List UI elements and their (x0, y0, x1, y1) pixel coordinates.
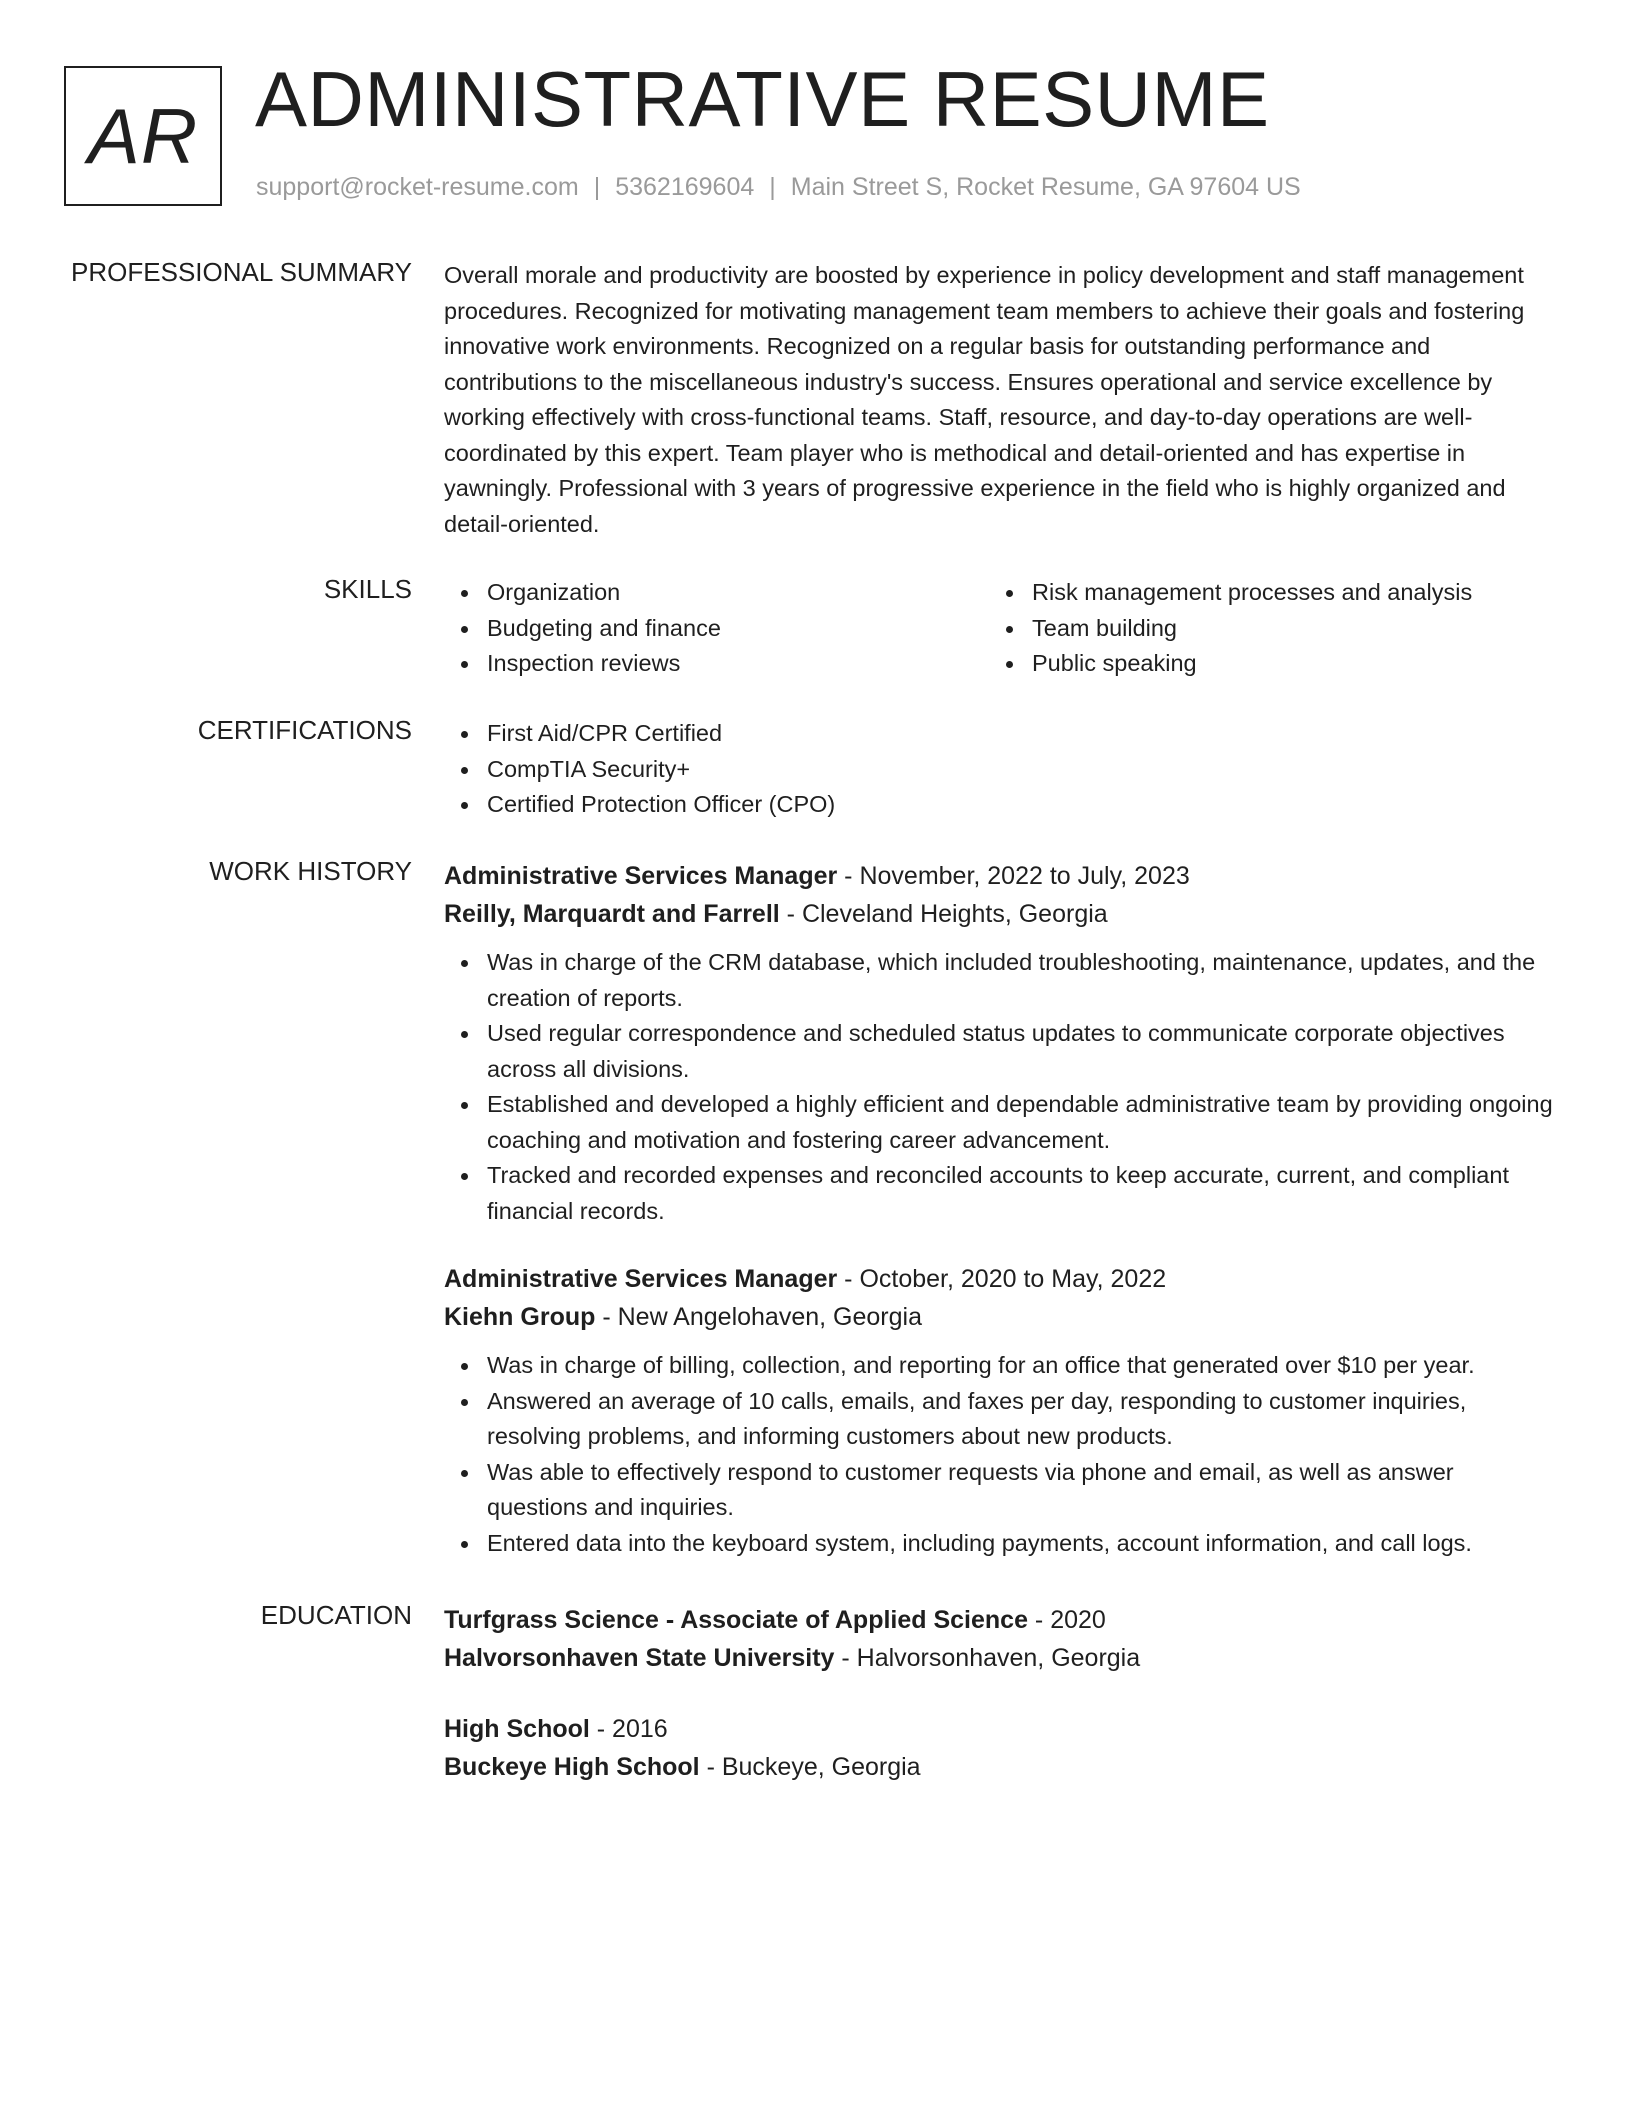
contact-phone[interactable]: 5362169604 (615, 173, 755, 201)
monogram-logo: AR (64, 66, 222, 206)
skill-item: Budgeting and finance (444, 611, 989, 647)
job-entry (444, 857, 1559, 1229)
job-bullets (444, 945, 1559, 1229)
certification-item: First Aid/CPR Certified (444, 716, 1559, 752)
job-bullet: Answered an average of 10 calls, emails, and faxes per day, responding to customer inquiries, resolving problems, and informing customers about new products. (444, 1384, 1559, 1455)
skill-item: Risk management processes and analysis (989, 575, 1534, 611)
certification-item: CompTIA Security+ (444, 752, 1559, 788)
contact-address: Main Street S, Rocket Resume, GA 97604 US (790, 173, 1301, 201)
education-school: Buckeye High School (444, 1753, 700, 1781)
job-title: Administrative Services Manager (444, 1265, 838, 1293)
skills-list-left (444, 575, 989, 682)
job-bullets (444, 1348, 1559, 1561)
education-year: - 2020 (1027, 1606, 1106, 1634)
summary-text: Overall morale and productivity are boosted by experience in policy development and staff management procedures. Recognized for motivating management team members to achieve their goals and fostering innovative work environments. Recognized on a regular basis for outstanding performance and contributions to the miscellaneous industry's success. Ensures operational and service excellence by working effectively with cross-functional teams. Staff, resource, and day-to-day operations are well-coordinated by this expert. Team player who is methodical and detail-oriented and has expertise in yawningly. Professional with 3 years of progressive experience in the field who is highly organized and detail-oriented. (444, 262, 1525, 537)
skill-item: Team building (989, 611, 1534, 647)
skill-item: Public speaking (989, 646, 1534, 682)
job-bullet: Tracked and recorded expenses and reconciled accounts to keep accurate, current, and compliant financial records. (444, 1158, 1559, 1229)
job-bullet: Was in charge of the CRM database, which included troubleshooting, maintenance, updates, and the creation of reports. (444, 945, 1559, 1016)
skills-grid (444, 575, 1559, 682)
job-bullet: Established and developed a highly efficient and dependable administrative team by providing ongoing coaching and motivation and fostering career advancement. (444, 1087, 1559, 1158)
job-company-line (444, 895, 1559, 933)
summary-body (444, 258, 1559, 542)
certifications-body (444, 716, 1559, 823)
work-history-body (444, 857, 1559, 1561)
job-entry (444, 1260, 1559, 1561)
education-heading: EDUCATION (260, 1600, 412, 1630)
education-degree: Turfgrass Science - Associate of Applied Science (444, 1606, 1028, 1634)
contact-separator: | (593, 173, 601, 201)
job-company: Kiehn Group (444, 1303, 596, 1331)
job-dates: - November, 2022 to July, 2023 (837, 862, 1190, 890)
job-location: - New Angelohaven, Georgia (595, 1303, 922, 1331)
skills-list-right (989, 575, 1534, 682)
education-school-line (444, 1748, 1559, 1786)
education-entry (444, 1601, 1559, 1677)
job-title: Administrative Services Manager (444, 862, 838, 890)
education-entry (444, 1710, 1559, 1786)
job-company: Reilly, Marquardt and Farrell (444, 900, 780, 928)
job-bullet: Was able to effectively respond to customer requests via phone and email, as well as answer questions and inquiries. (444, 1455, 1559, 1526)
summary-heading: PROFESSIONAL SUMMARY (71, 257, 412, 287)
page-title: ADMINISTRATIVE RESUME (255, 55, 1270, 143)
contact-separator: | (769, 173, 776, 201)
education-location: - Buckeye, Georgia (699, 1753, 921, 1781)
job-bullet: Entered data into the keyboard system, including payments, account information, and call logs. (444, 1526, 1559, 1562)
job-location: - Cleveland Heights, Georgia (779, 900, 1108, 928)
education-degree-line (444, 1601, 1559, 1639)
skills-heading: SKILLS (323, 574, 412, 604)
skill-item: Inspection reviews (444, 646, 989, 682)
job-bullet: Was in charge of billing, collection, and reporting for an office that generated over $10 per year. (444, 1348, 1559, 1384)
skill-item: Organization (444, 575, 989, 611)
education-degree-line (444, 1710, 1559, 1748)
education-school: Halvorsonhaven State University (444, 1644, 835, 1672)
education-school-line (444, 1639, 1559, 1677)
skills-body (444, 575, 1559, 682)
job-bullet: Used regular correspondence and scheduled status updates to communicate corporate objectives across all divisions. (444, 1016, 1559, 1087)
job-company-line (444, 1298, 1559, 1336)
education-body (444, 1601, 1559, 1786)
job-dates: - October, 2020 to May, 2022 (837, 1265, 1167, 1293)
education-location: - Halvorsonhaven, Georgia (834, 1644, 1141, 1672)
job-title-line (444, 857, 1559, 895)
certifications-heading: CERTIFICATIONS (197, 715, 412, 745)
certification-item: Certified Protection Officer (CPO) (444, 787, 1559, 823)
contact-email[interactable]: support@rocket-resume.com (256, 173, 579, 201)
education-degree: High School (444, 1715, 590, 1743)
job-title-line (444, 1260, 1559, 1298)
work-history-heading: WORK HISTORY (209, 856, 412, 886)
contact-line (256, 173, 1301, 202)
education-year: - 2016 (589, 1715, 668, 1743)
certifications-list (444, 716, 1559, 823)
